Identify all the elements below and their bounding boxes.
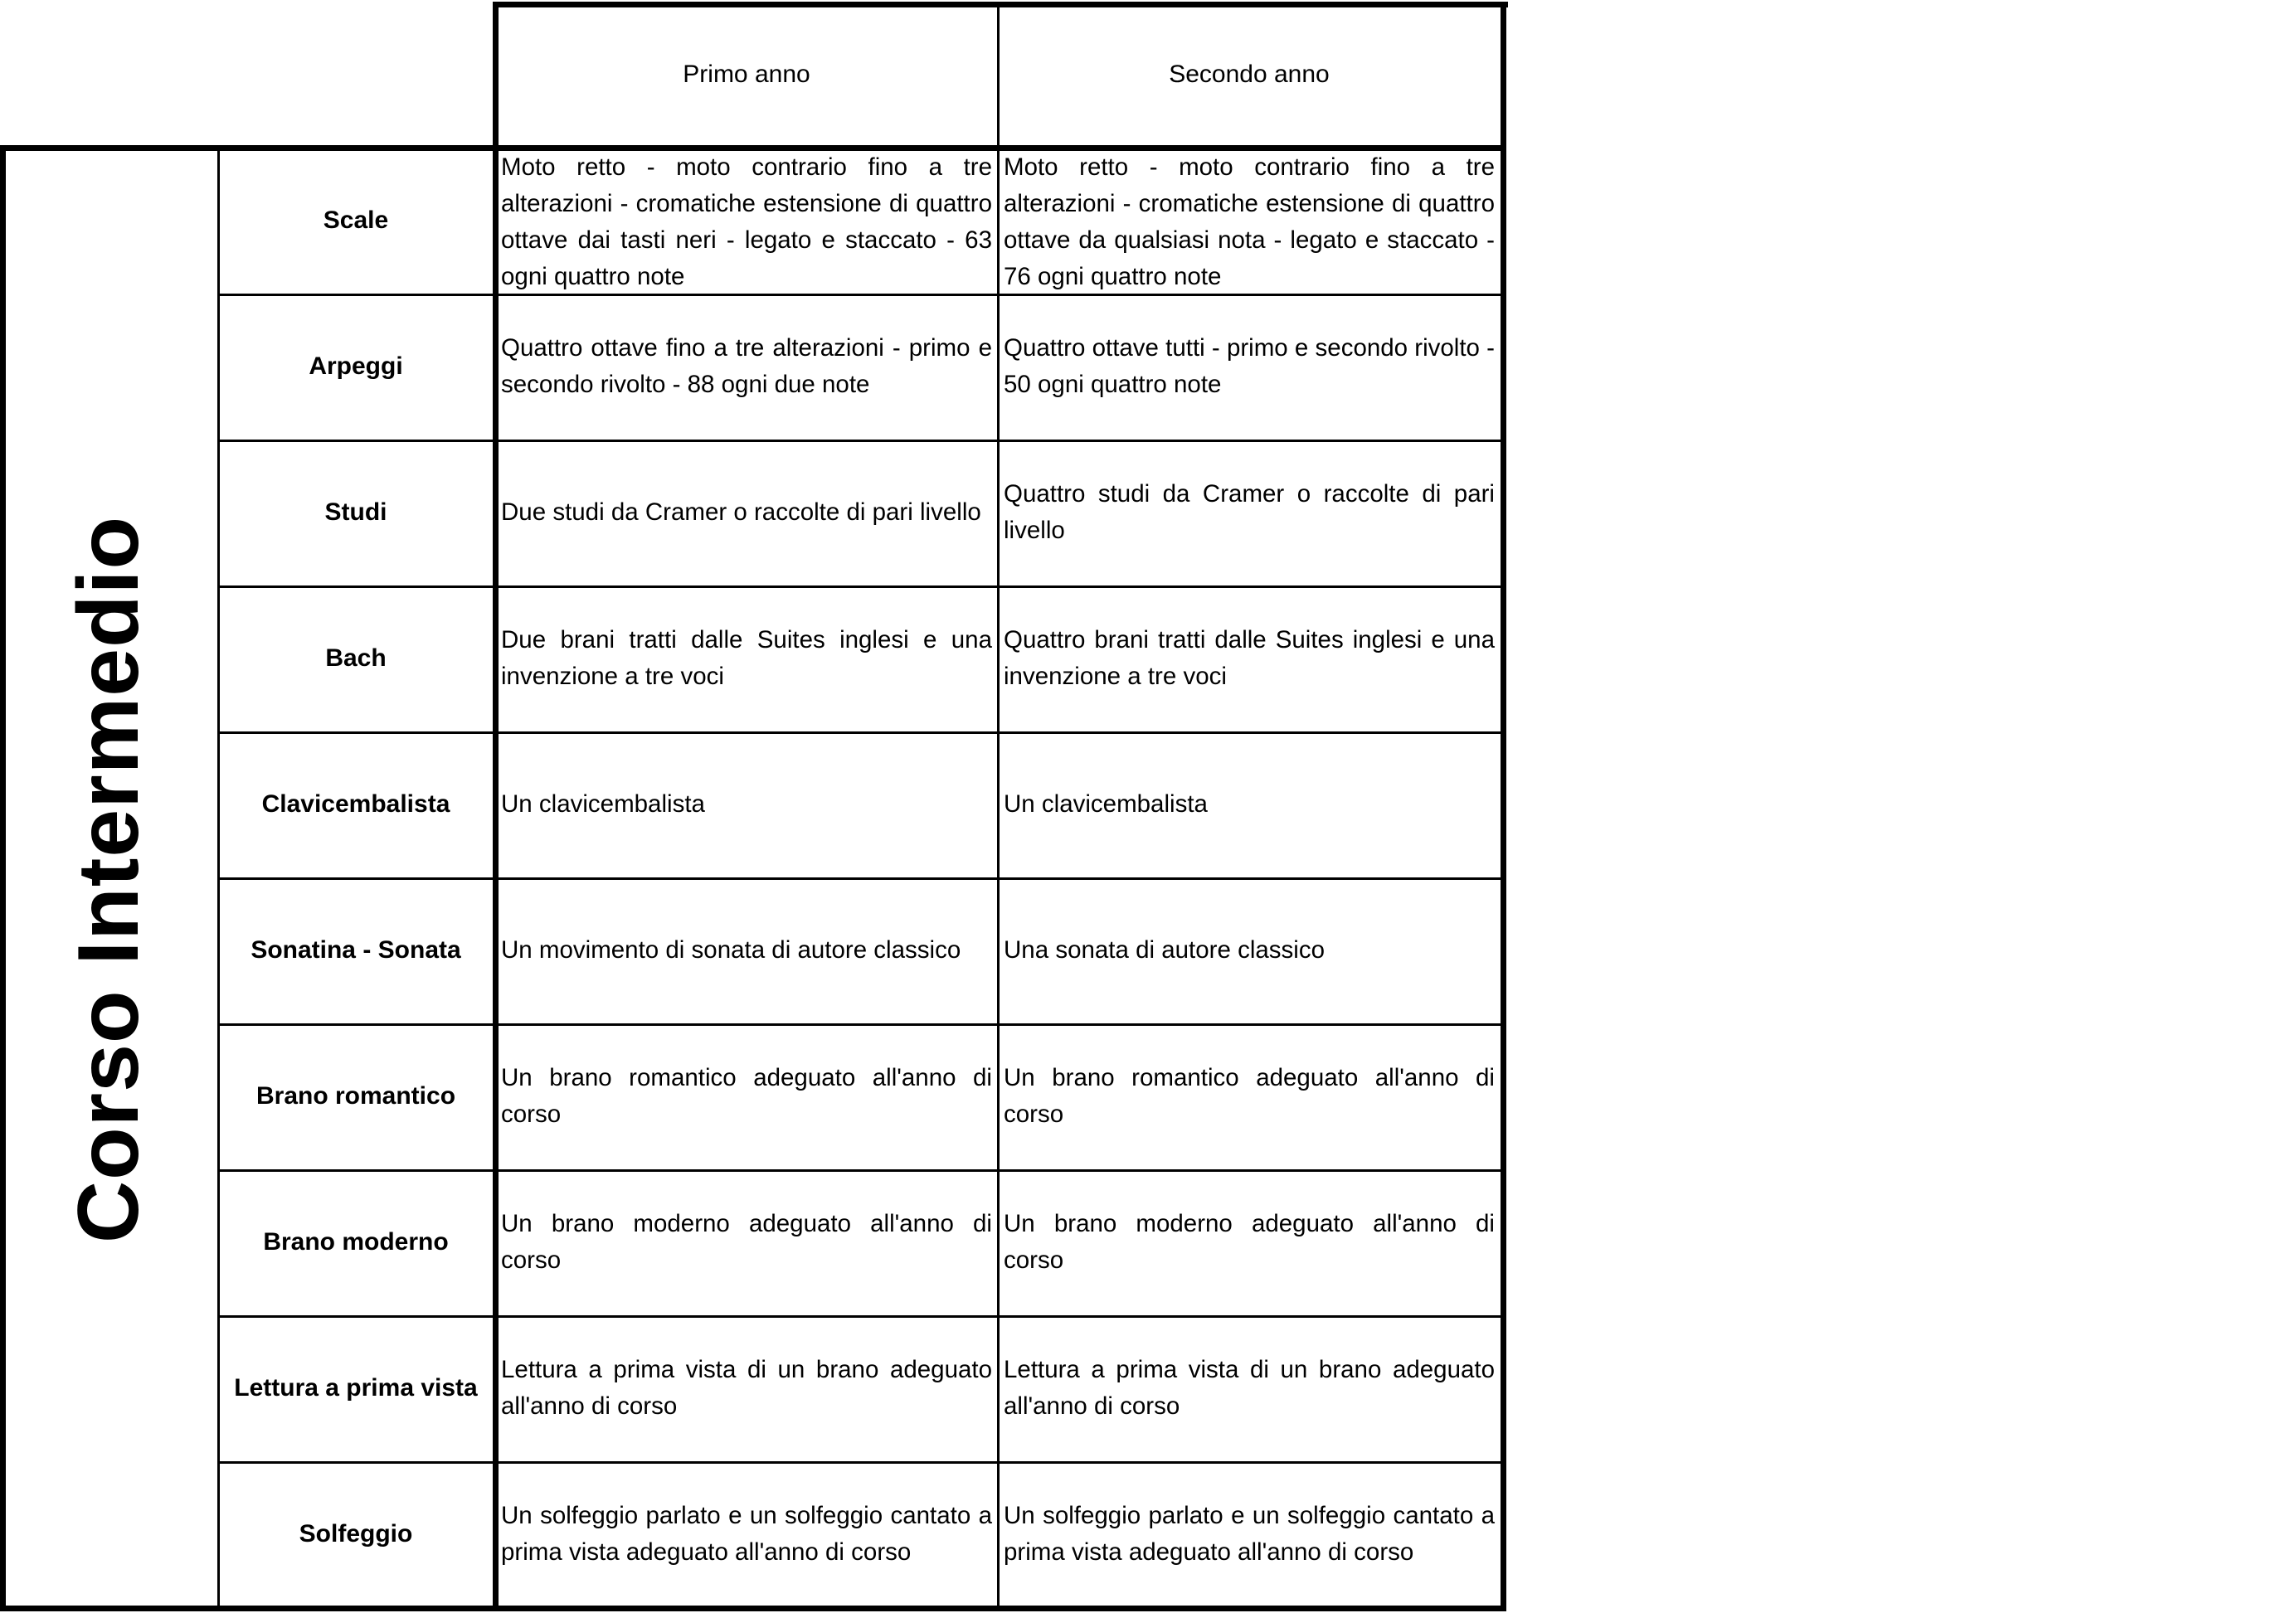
grid-line <box>217 1461 1506 1464</box>
cell-primo-anno <box>498 1315 995 1461</box>
row-label: Brano romantico <box>255 1082 456 1110</box>
table-row <box>0 585 1513 731</box>
grid-line <box>217 294 1506 296</box>
grid-line <box>493 2 1508 7</box>
grid-line <box>217 585 1506 588</box>
cell-primo-anno <box>498 1169 995 1315</box>
cell-secondo-anno <box>1000 440 1498 585</box>
cell-primo-anno <box>498 1023 995 1169</box>
cell-text: Due brani tratti dalle Suites inglesi e una invenzione a tre voci <box>501 626 992 690</box>
cell-primo-anno <box>498 440 995 585</box>
grid-line <box>0 1606 1506 1611</box>
row-label: Sonatina - Sonata <box>251 936 461 964</box>
cell-primo-anno <box>498 148 995 294</box>
row-label: Lettura a prima vista <box>234 1374 478 1402</box>
grid-line <box>0 145 1506 151</box>
cell-secondo-anno <box>1000 1023 1498 1169</box>
cell-text: Quattro ottave tutti - primo e secondo rivolto - 50 ogni quattro note <box>1004 334 1495 398</box>
table-row <box>0 1315 1513 1461</box>
cell-text: Un brano moderno adeguato all'anno di corso <box>1004 1210 1495 1274</box>
cell-secondo-anno <box>1000 877 1498 1023</box>
row-label: Bach <box>325 644 387 672</box>
cell-primo-anno <box>498 294 995 440</box>
row-label: Arpeggi <box>309 352 403 380</box>
table-row <box>0 877 1513 1023</box>
row-label: Brano moderno <box>263 1228 449 1256</box>
cell-text: Un movimento di sonata di autore classico <box>501 936 961 964</box>
table-row <box>0 1023 1513 1169</box>
grid-line <box>217 731 1506 734</box>
table-row <box>0 148 1513 294</box>
table-row <box>0 731 1513 877</box>
cell-text: Un solfeggio parlato e un solfeggio cantato a prima vista adeguato all'anno di corso <box>501 1502 992 1566</box>
cell-primo-anno <box>498 877 995 1023</box>
cell-text: Un brano moderno adeguato all'anno di corso <box>501 1210 992 1274</box>
cell-text: Moto retto - moto contrario fino a tre alterazioni - cromatiche estensione di quattro ottave da qualsiasi nota - legato e staccato - 76 ogni quattro note <box>1004 153 1495 290</box>
cell-secondo-anno <box>1000 1315 1498 1461</box>
row-label: Solfeggio <box>299 1520 413 1547</box>
grid-line <box>493 2 499 1611</box>
cell-text: Un solfeggio parlato e un solfeggio cantato a prima vista adeguato all'anno di corso <box>1004 1502 1495 1566</box>
cell-text: Quattro brani tratti dalle Suites inglesi e una invenzione a tre voci <box>1004 626 1495 690</box>
cell-secondo-anno <box>1000 1169 1498 1315</box>
row-label: Studi <box>324 498 387 526</box>
cell-text: Quattro ottave fino a tre alterazioni - primo e secondo rivolto - 88 ogni due note <box>501 334 992 398</box>
grid-line <box>997 2 1000 1611</box>
table-row <box>0 1461 1513 1607</box>
row-label: Clavicembalista <box>261 790 450 818</box>
grid-line <box>217 440 1506 442</box>
table-row <box>0 1169 1513 1315</box>
table-row <box>0 440 1513 585</box>
cell-secondo-anno <box>1000 148 1498 294</box>
cell-secondo-anno <box>1000 731 1498 877</box>
cell-text: Due studi da Cramer o raccolte di pari livello <box>501 498 981 526</box>
cell-text: Moto retto - moto contrario fino a tre alterazioni - cromatiche estensione di quattro ottave dai tasti neri - legato e staccato - 63 ogni quattro note <box>501 153 992 290</box>
row-label: Scale <box>323 206 389 234</box>
grid-line <box>217 1023 1506 1026</box>
table-row <box>0 294 1513 440</box>
column-header-secondo-anno <box>1000 4 1498 145</box>
cell-text: Un clavicembalista <box>1004 790 1208 818</box>
cell-text: Lettura a prima vista di un brano adeguato all'anno di corso <box>501 1356 992 1420</box>
cell-text: Una sonata di autore classico <box>1004 936 1326 964</box>
cell-text: Un brano romantico adeguato all'anno di corso <box>501 1064 992 1128</box>
grid-line <box>0 145 6 1611</box>
grid-line <box>217 1169 1506 1172</box>
cell-text: Quattro studi da Cramer o raccolte di pari livello <box>1004 480 1495 544</box>
column-header-primo-anno <box>498 4 995 145</box>
cell-text: Lettura a prima vista di un brano adeguato all'anno di corso <box>1004 1356 1495 1420</box>
cell-primo-anno <box>498 1461 995 1607</box>
grid-line <box>217 1315 1506 1318</box>
column-header-label: Primo anno <box>683 61 810 88</box>
cell-primo-anno <box>498 731 995 877</box>
cell-secondo-anno <box>1000 294 1498 440</box>
cell-text: Un clavicembalista <box>501 790 705 818</box>
cell-secondo-anno <box>1000 1461 1498 1607</box>
grid-line <box>1501 2 1506 1611</box>
column-header-label: Secondo anno <box>1169 61 1330 88</box>
grid-line <box>217 877 1506 880</box>
cell-primo-anno <box>498 585 995 731</box>
cell-text: Un brano romantico adeguato all'anno di corso <box>1004 1064 1495 1128</box>
cell-secondo-anno <box>1000 585 1498 731</box>
section-title-text: Corso Intermedio <box>60 515 157 1243</box>
